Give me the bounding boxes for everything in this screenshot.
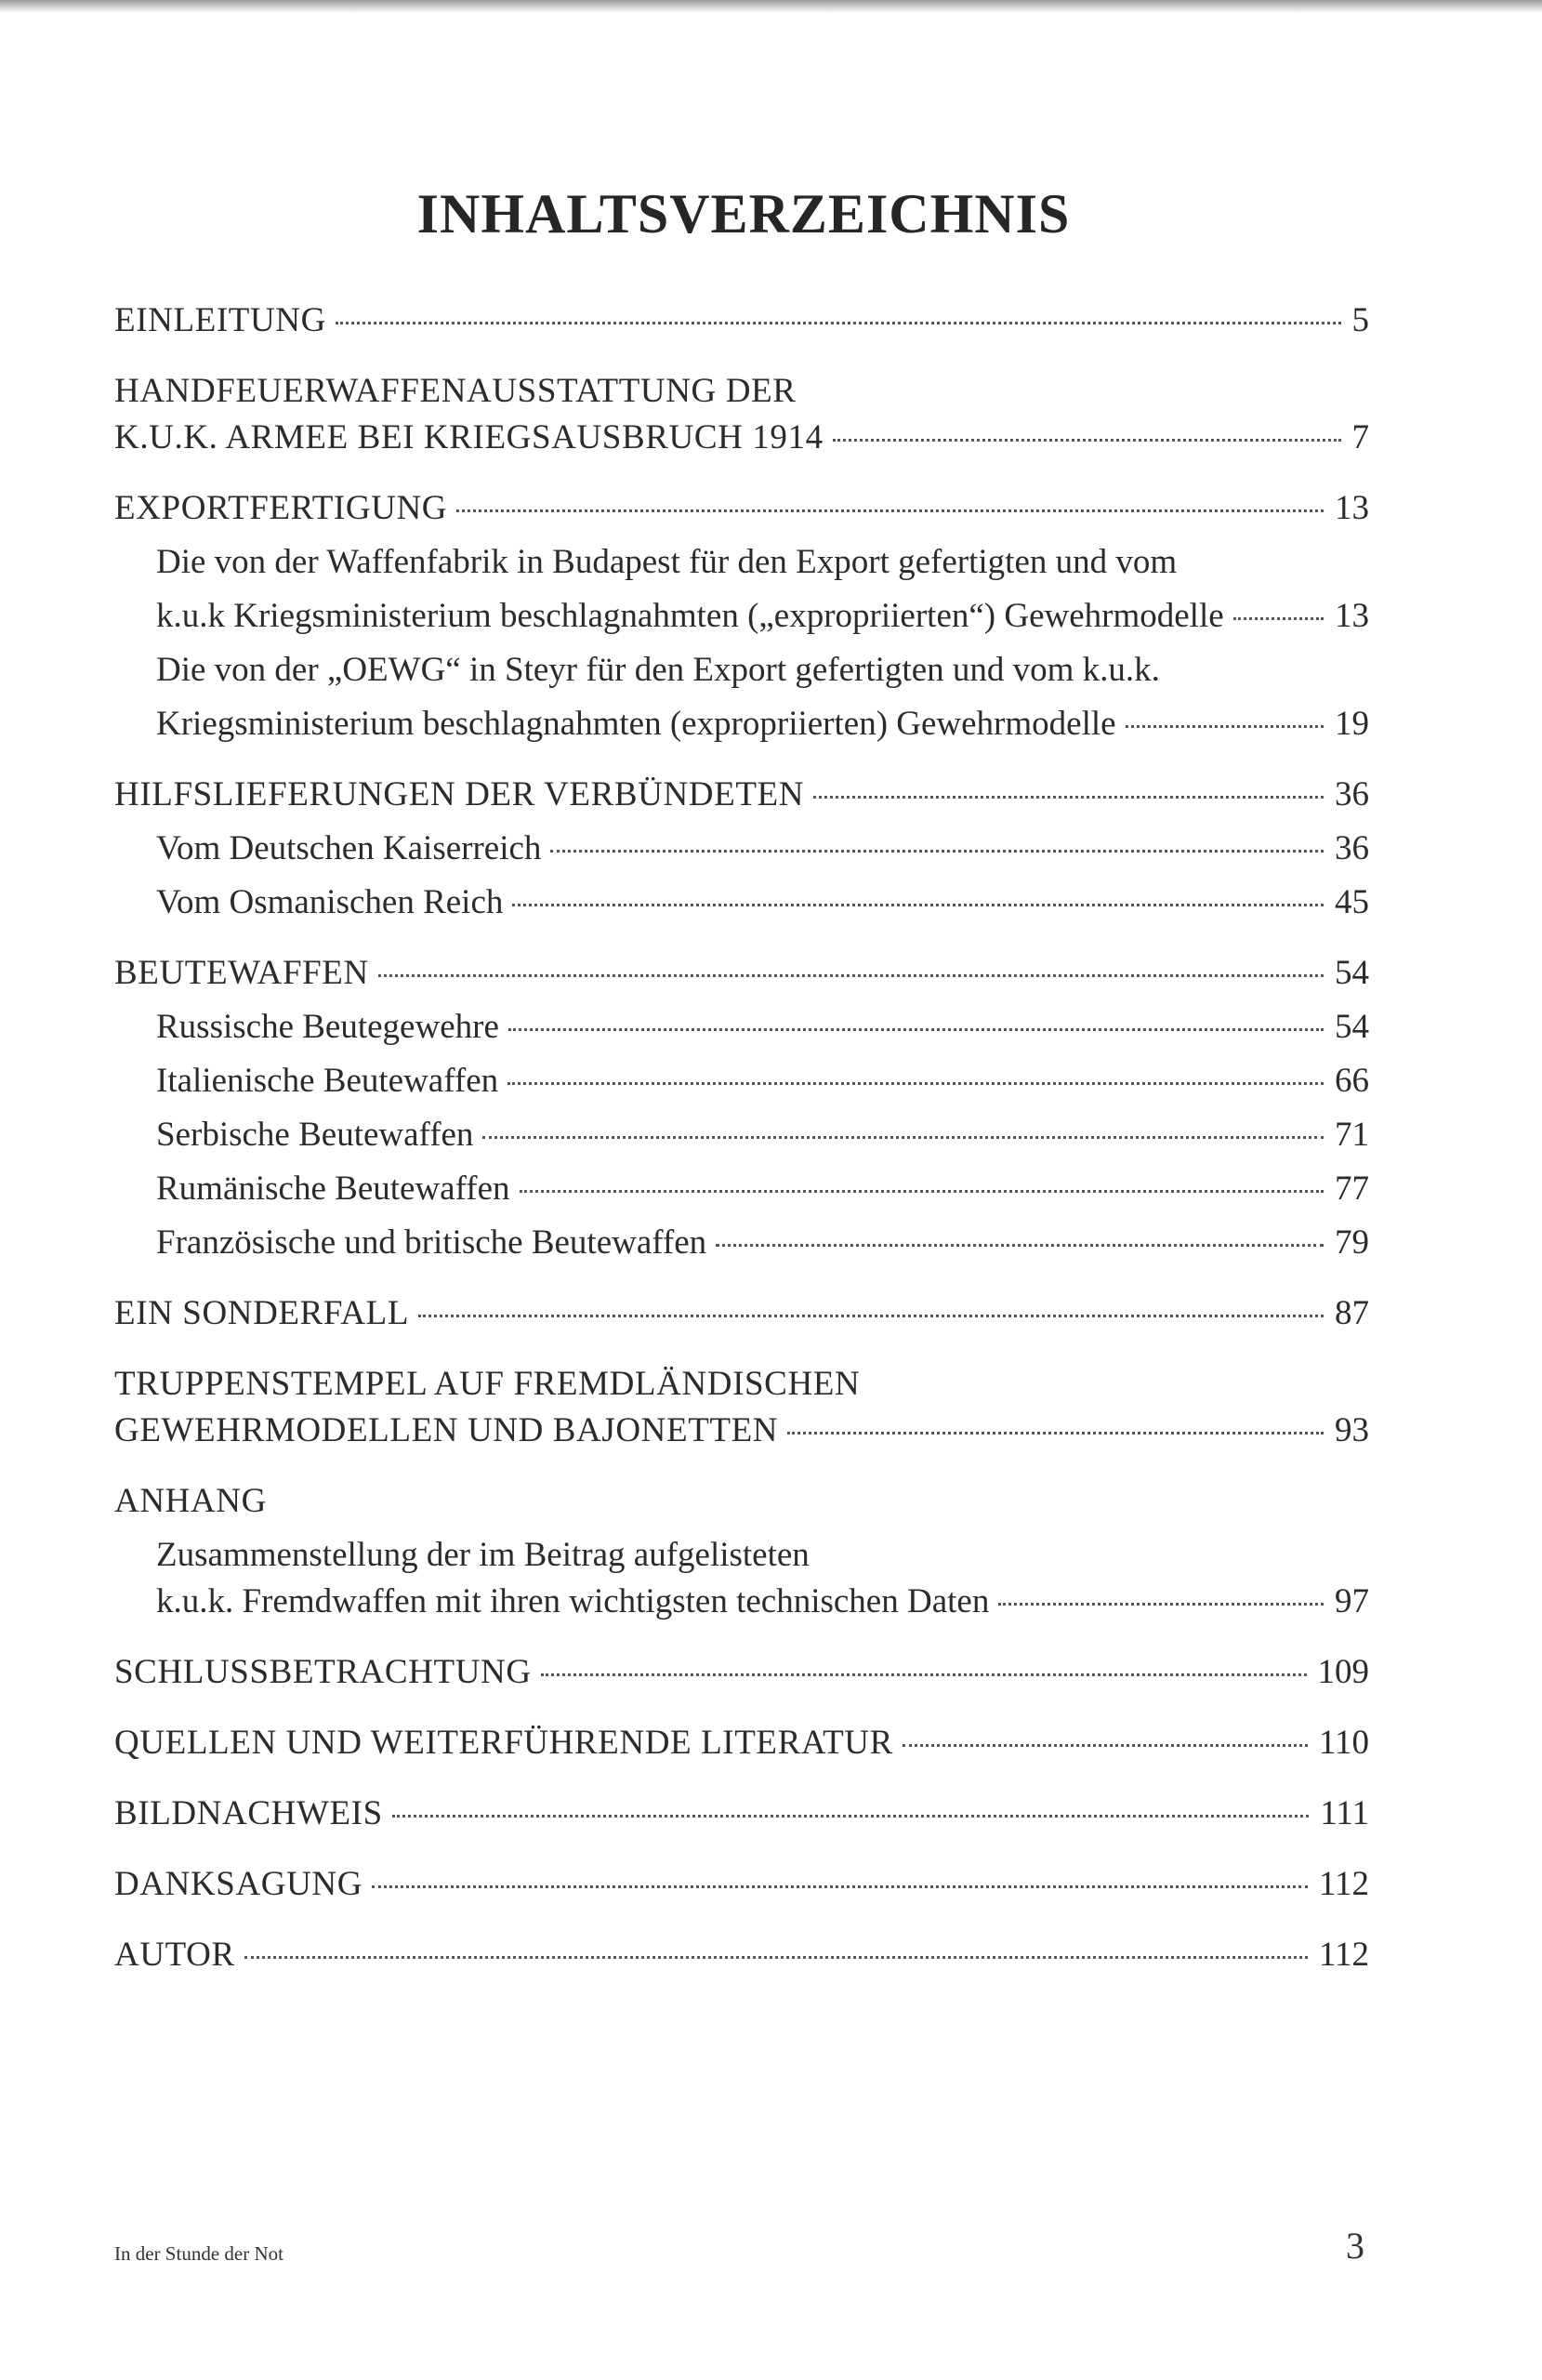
toc-subentry-rumaenische[interactable] bbox=[114, 1166, 1369, 1212]
toc-entry-label: Serbische Beutewaffen bbox=[156, 1116, 474, 1154]
table-of-contents bbox=[114, 298, 1369, 1978]
toc-entry-bildnachweis[interactable] bbox=[114, 1791, 1369, 1837]
dot-leader bbox=[998, 1603, 1324, 1606]
dot-leader bbox=[392, 1815, 1309, 1818]
toc-heading-anhang: ANHANG bbox=[114, 1482, 267, 1520]
toc-entry-schlussbetrachtung[interactable] bbox=[114, 1649, 1369, 1696]
toc-entry-label: Kriegsministerium beschlagnahmten (expropriierten) Gewehrmodelle bbox=[156, 705, 1116, 743]
toc-entry-label: Französische und britische Beutewaffen bbox=[156, 1223, 707, 1262]
toc-entry-page: 36 bbox=[1335, 829, 1369, 867]
toc-entry-page: 111 bbox=[1320, 1794, 1369, 1832]
toc-entry-label: Vom Osmanischen Reich bbox=[156, 883, 504, 921]
dot-leader bbox=[244, 1956, 1308, 1959]
dot-leader bbox=[512, 904, 1324, 906]
toc-entry-label: k.u.k Kriegsministerium beschlagnahmten („expropriierten“) Gewehrmodelle bbox=[156, 597, 1224, 635]
toc-entry-page: 93 bbox=[1335, 1411, 1369, 1449]
dot-leader bbox=[833, 439, 1341, 442]
toc-subentry-deutsches-kaiserreich[interactable] bbox=[114, 826, 1369, 872]
toc-entry-label: EINLEITUNG bbox=[114, 301, 326, 339]
dot-leader bbox=[378, 974, 1324, 977]
toc-subentry-steyr[interactable] bbox=[114, 701, 1369, 747]
toc-subentry-budapest[interactable] bbox=[114, 593, 1369, 640]
toc-entry-label: Italienische Beutewaffen bbox=[156, 1062, 499, 1100]
toc-entry-label: QUELLEN UND WEITERFÜHRENDE LITERATUR bbox=[114, 1724, 893, 1762]
dot-leader bbox=[336, 322, 1341, 324]
dot-leader bbox=[813, 796, 1324, 799]
toc-subentry-serbische[interactable] bbox=[114, 1112, 1369, 1158]
toc-subentry-zusammenstellung[interactable] bbox=[114, 1579, 1369, 1625]
footer-book-title: In der Stunde der Not bbox=[114, 2242, 283, 2265]
toc-entry-page: 19 bbox=[1335, 705, 1369, 743]
dot-leader bbox=[508, 1028, 1324, 1031]
toc-entry-page: 66 bbox=[1335, 1062, 1369, 1100]
dot-leader bbox=[372, 1885, 1308, 1888]
toc-entry-truppenstempel[interactable] bbox=[114, 1408, 1369, 1454]
toc-entry-handfeuer-line1: HANDFEUERWAFFENAUSSTATTUNG DER bbox=[114, 372, 797, 410]
toc-entry-sonderfall[interactable] bbox=[114, 1290, 1369, 1337]
toc-subentry-russische[interactable] bbox=[114, 1004, 1369, 1051]
footer-page-number: 3 bbox=[1346, 2225, 1364, 2267]
toc-entry-label: SCHLUSSBETRACHTUNG bbox=[114, 1653, 532, 1691]
toc-entry-page: 79 bbox=[1335, 1223, 1369, 1262]
toc-entry-beutewaffen[interactable] bbox=[114, 950, 1369, 997]
toc-entry-autor[interactable] bbox=[114, 1932, 1369, 1978]
toc-entry-truppenstempel-line1: TRUPPENSTEMPEL AUF FREMDLÄNDISCHEN bbox=[114, 1365, 861, 1403]
toc-subentry-osmanisches-reich[interactable] bbox=[114, 879, 1369, 926]
dot-leader bbox=[903, 1744, 1308, 1747]
toc-entry-page: 54 bbox=[1335, 1008, 1369, 1046]
toc-entry-page: 45 bbox=[1335, 883, 1369, 921]
toc-entry-einleitung[interactable] bbox=[114, 298, 1369, 344]
toc-entry-label: GEWEHRMODELLEN UND BAJONETTEN bbox=[114, 1411, 779, 1449]
toc-entry-handfeuer[interactable] bbox=[114, 415, 1369, 461]
dot-leader bbox=[787, 1432, 1324, 1435]
toc-entry-page: 112 bbox=[1318, 1865, 1369, 1903]
toc-entry-page: 7 bbox=[1351, 418, 1369, 456]
toc-entry-label: Rumänische Beutewaffen bbox=[156, 1170, 510, 1208]
page-top-edge bbox=[0, 0, 1542, 13]
toc-entry-page: 54 bbox=[1335, 954, 1369, 992]
toc-entry-exportfertigung[interactable] bbox=[114, 485, 1369, 532]
toc-entry-label: k.u.k. Fremdwaffen mit ihren wichtigsten technischen Daten bbox=[156, 1582, 990, 1620]
toc-entry-label: HILFSLIEFERUNGEN DER VERBÜNDETEN bbox=[114, 775, 805, 813]
toc-subentry-steyr-line1: Die von der „OEWG“ in Steyr für den Export gefertigten und vom k.u.k. bbox=[156, 651, 1160, 689]
toc-entry-page: 109 bbox=[1317, 1653, 1369, 1691]
toc-entry-quellen[interactable] bbox=[114, 1720, 1369, 1766]
toc-subentry-zusammenstellung-line1: Zusammenstellung der im Beitrag aufgelisteten bbox=[156, 1536, 810, 1574]
dot-leader bbox=[482, 1136, 1324, 1139]
toc-entry-label: BEUTEWAFFEN bbox=[114, 954, 369, 992]
toc-entry-page: 13 bbox=[1335, 597, 1369, 635]
dot-leader bbox=[520, 1190, 1325, 1193]
toc-entry-page: 112 bbox=[1318, 1936, 1369, 1974]
toc-entry-page: 13 bbox=[1335, 489, 1369, 527]
toc-entry-danksagung[interactable] bbox=[114, 1861, 1369, 1908]
toc-entry-page: 5 bbox=[1351, 301, 1369, 339]
toc-entry-page: 97 bbox=[1335, 1582, 1369, 1620]
dot-leader bbox=[1126, 725, 1324, 728]
toc-entry-label: EXPORTFERTIGUNG bbox=[114, 489, 448, 527]
toc-entry-page: 110 bbox=[1318, 1724, 1369, 1762]
toc-entry-label: BILDNACHWEIS bbox=[114, 1794, 383, 1832]
toc-entry-label: DANKSAGUNG bbox=[114, 1865, 363, 1903]
dot-leader bbox=[550, 850, 1324, 853]
dot-leader bbox=[456, 509, 1324, 512]
toc-entry-label: K.U.K. ARMEE BEI KRIEGSAUSBRUCH 1914 bbox=[114, 418, 824, 456]
page-title: INHALTSVERZEICHNIS bbox=[416, 183, 1071, 245]
dot-leader bbox=[418, 1315, 1324, 1317]
dot-leader bbox=[507, 1082, 1324, 1085]
toc-subentry-franzoesische-britische[interactable] bbox=[114, 1220, 1369, 1266]
toc-entry-hilfslieferungen[interactable] bbox=[114, 772, 1369, 818]
toc-entry-page: 36 bbox=[1335, 775, 1369, 813]
dot-leader bbox=[1233, 617, 1324, 620]
dot-leader bbox=[716, 1244, 1324, 1247]
toc-entry-label: EIN SONDERFALL bbox=[114, 1294, 410, 1332]
dot-leader bbox=[541, 1673, 1307, 1676]
toc-entry-label: AUTOR bbox=[114, 1936, 235, 1974]
toc-entry-page: 71 bbox=[1335, 1116, 1369, 1154]
toc-entry-label: Vom Deutschen Kaiserreich bbox=[156, 829, 542, 867]
toc-entry-page: 77 bbox=[1335, 1170, 1369, 1208]
toc-subentry-italienische[interactable] bbox=[114, 1058, 1369, 1104]
toc-entry-label: Russische Beutegewehre bbox=[156, 1008, 499, 1046]
toc-subentry-budapest-line1: Die von der Waffenfabrik in Budapest für den Export gefertigten und vom bbox=[156, 543, 1178, 581]
toc-entry-page: 87 bbox=[1335, 1294, 1369, 1332]
